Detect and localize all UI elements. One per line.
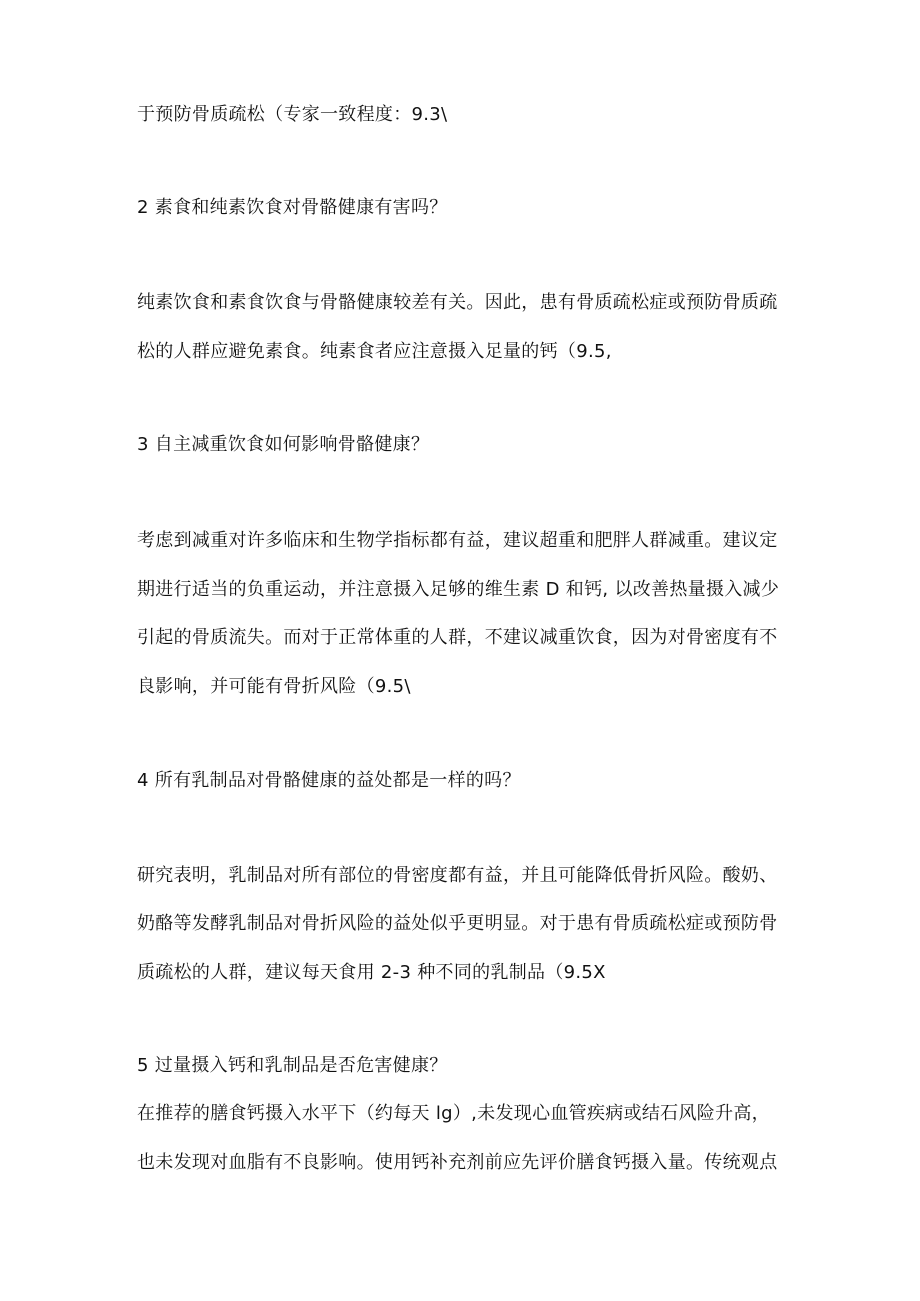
text-line: 考虑到减重对许多临床和生物学指标都有益，建议超重和肥胖人群减重。建议定 (137, 530, 778, 551)
text-line: 松的人群应避免素食。纯素食者应注意摄入足量的钙（9.5, (137, 341, 612, 362)
text-line: 质疏松的人群，建议每天食用 2-3 种不同的乳制品（9.5X (137, 962, 606, 983)
text-line: 也未发现对血脂有不良影响。使用钙补充剂前应先评价膳食钙摄入量。传统观点 (137, 1152, 778, 1173)
text-line: 纯素饮食和素食饮食与骨骼健康较差有关。因此，患有骨质疏松症或预防骨质疏 (137, 292, 778, 313)
text-line: 良影响，并可能有骨折风险（9.5\ (137, 676, 411, 697)
text-line: 引起的骨质流失。而对于正常体重的人群，不建议减重饮食，因为对骨密度有不 (137, 627, 778, 648)
text-line: 在推荐的膳食钙摄入水平下（约每天 lg）,未发现心血管疾病或结石风险升高， (137, 1103, 770, 1124)
section-heading: 2 素食和纯素饮食对骨骼健康有害吗？ (137, 197, 448, 218)
text-line: 研究表明，乳制品对所有部位的骨密度都有益，并且可能降低骨折风险。酸奶、 (137, 865, 778, 886)
text-line: 期进行适当的负重运动，并注意摄入足够的维生素 D 和钙, 以改善热量摄入减少 (137, 579, 780, 600)
section-heading: 5 过量摄入钙和乳制品是否危害健康？ (137, 1055, 448, 1076)
text-line: 于预防骨质疏松（专家一致程度：9.3\ (137, 104, 448, 125)
section-heading: 3 自主减重饮食如何影响骨骼健康？ (137, 434, 430, 455)
text-line: 奶酪等发酵乳制品对骨折风险的益处似乎更明显。对于患有骨质疏松症或预防骨 (137, 913, 778, 934)
section-heading: 4 所有乳制品对骨骼健康的益处都是一样的吗？ (137, 770, 521, 791)
